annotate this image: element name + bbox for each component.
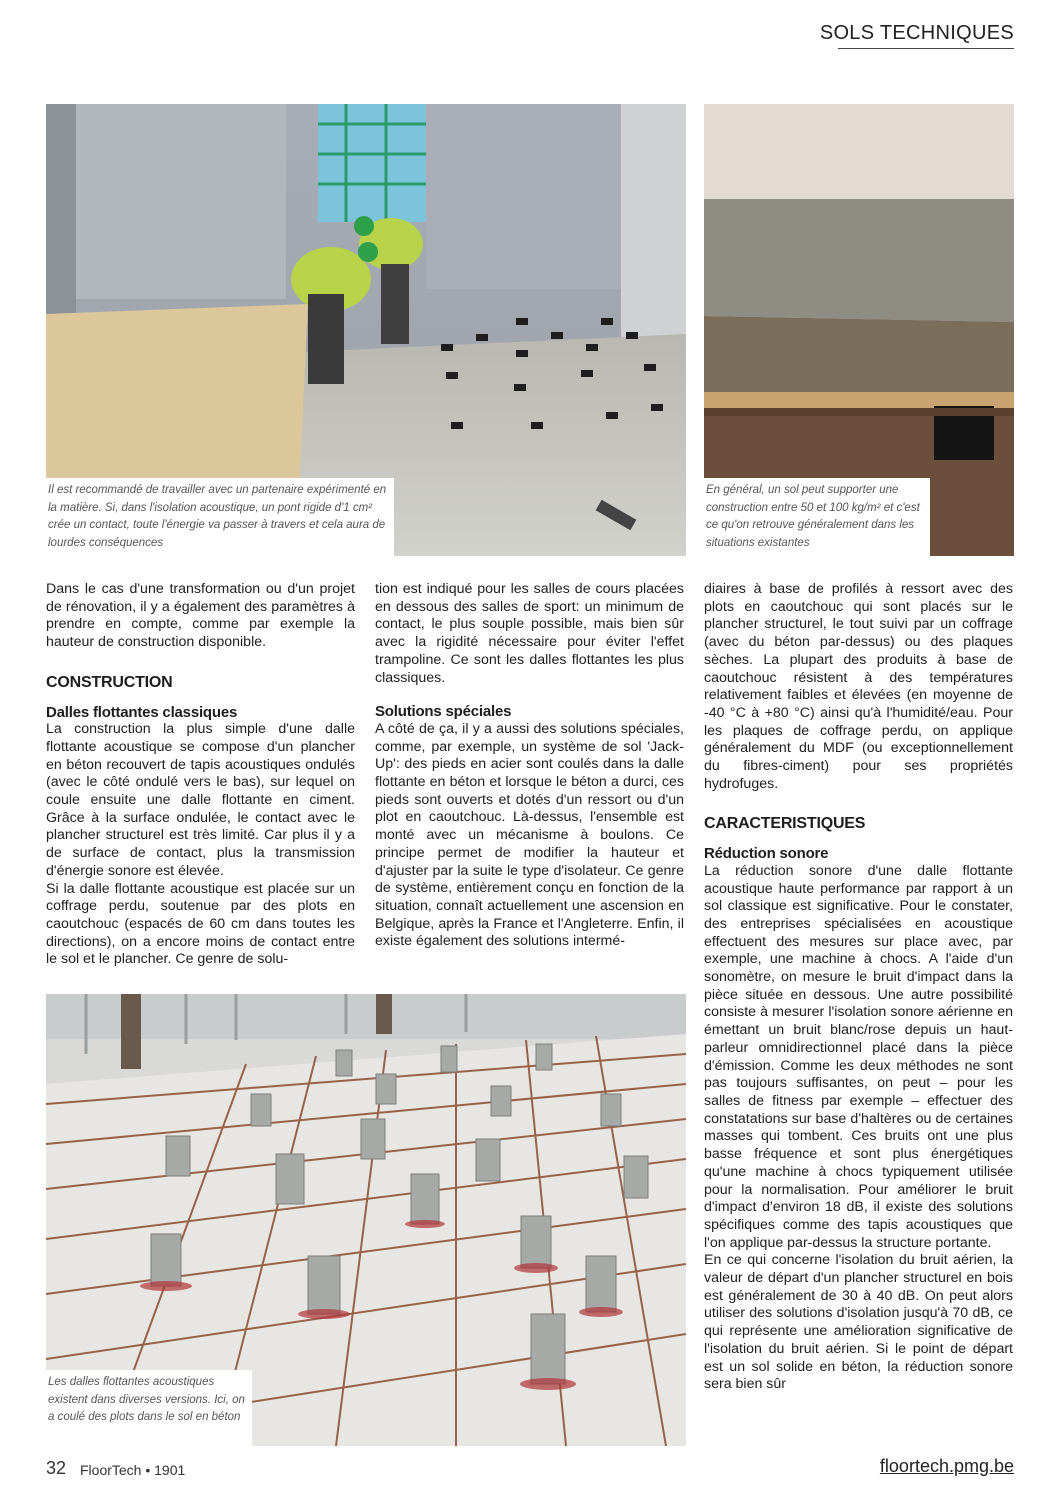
article-column-2 <box>375 581 684 951</box>
heading-construction: CONSTRUCTION <box>46 673 173 691</box>
paragraph: La réduction sonore d'une dalle flottante acoustique haute performance par rapport à un sol classique est significative. Pour le constater, des entreprises spécialisées en acoustique effectuent des mesures sur place avec, par exemple, une machine à chocs. A l'aide d'un sonomètre, on mesure le bruit d'impact dans la pièce située en dessous. Une autre possibilité consiste à mesurer l'isolation sonore aérienne en émettant un bruit blanc/rose depuis un haut-parleur omnidirectionnel placé dans la pièce d'émission. Comme les deux méthodes ne sont pas toujours suffisantes, on peut – pour les salles de fitness par exemple – effectuer des constatations sur base d'haltères ou de certaines masses qui tombent. Ces bruits ont une plus basse fréquence et sont plus énergétiques qu'une machine à chocs typiquement utilisée pour la normalisation. Pour améliorer le bruit d'impact d'environ 18 dB, il existe des solutions spécifiques comme des tapis acoustiques que l'on applique par-dessus la structure portante. <box>704 862 1013 1251</box>
section-title-underline <box>838 48 1014 49</box>
subheading-dalles: Dalles flottantes classiques <box>46 703 238 721</box>
website-link[interactable]: floortech.pmg.be <box>879 1456 1014 1476</box>
photo-floor-section-caption: En général, un sol peut supporter une construction entre 50 et 100 kg/m² et c'est ce qu'on retrouve généralement dans les situations existantes <box>704 478 930 556</box>
photo-rebar-caption: Les dalles flottantes acoustiques existent dans diverses versions. Ici, on a coulé des plots dans le sol en béton <box>46 1370 252 1446</box>
subheading-solutions: Solutions spéciales <box>375 703 512 721</box>
article-column-1 <box>46 581 355 969</box>
photo-workers-caption: Il est recommandé de travailler avec un partenaire expérimenté en la matière. Si, dans l'isolation acoustique, un pont rigide d'1 cm² crée un contact, toute l'énergie va passer à travers et cela aura de lourdes conséquences <box>46 478 394 556</box>
paragraph: diaires à base de profilés à ressort avec des plots en caoutchouc qui sont placés sur le plancher structurel, le tout suivi par un coffrage (avec du béton par-dessus) ou des plaques sèches. La plupart des produits à base de caoutchouc résistent à des températures relativement faibles et élevées (en moyenne de -40 °C à +80 °C) ainsi qu'à l'humidité/eau. Pour les plaques de coffrage perdu, on applique généralement du MDF (ou exceptionnellement du fibres-ciment) pour ses propriétés hydrofuges. <box>704 581 1013 792</box>
paragraph: tion est indiqué pour les salles de cours placées en dessous des salles de sport: un minimum de contact, le plus souple possible, mais bien sûr avec la rigidité nécessaire pour éviter l'effet trampoline. Ce sont les dalles flottantes les plus classiques. <box>375 581 684 686</box>
paragraph: Si la dalle flottante acoustique est placée sur un coffrage perdu, soutenue par des plots en caoutchouc (espacés de 60 cm dans toutes les directions), on a encore moins de contact entre le sol et le plancher. Ce genre de solu- <box>46 880 355 968</box>
heading-caracteristiques: CARACTERISTIQUES <box>704 815 866 833</box>
paragraph: En ce qui concerne l'isolation du bruit aérien, la valeur de départ d'un plancher structurel en bois est généralement de 30 à 40 dB. On peut alors utiliser des solutions d'isolation jusqu'à 70 dB, ce qui représente une amélioration significative de l'isolation du bruit aérien. Si le point de départ est un sol solide en béton, la réduction sonore sera bien sûr <box>704 1252 1013 1393</box>
paragraph: La construction la plus simple d'une dalle flottante acoustique se compose d'un plancher en béton recouvert de tapis acoustiques ondulés (avec le côté ondulé vers le bas), sur lequel on coule ensuite une dalle flottante en ciment. Grâce à la surface ondulée, le contact avec le plancher structurel est très limité. Car plus il y a de surface de contact, plus la transmission d'énergie sonore est élevée. <box>46 721 355 879</box>
section-title: SOLS TECHNIQUES <box>819 22 1014 44</box>
page-number: 32 <box>46 1458 67 1478</box>
intro-paragraph: Dans le cas d'une transformation ou d'un projet de rénovation, il y a également des paramètres à prendre en compte, comme par exemple la hauteur de construction disponible. <box>46 581 355 651</box>
article-column-3 <box>704 581 1013 1394</box>
magazine-issue: FloorTech • 1901 <box>80 1462 186 1478</box>
paragraph: A côté de ça, il y a aussi des solutions spéciales, comme, par exemple, un système de sol 'Jack-Up': des pieds en acier sont coulés dans la dalle flottante en béton et lorsque le béton a durci, ces pieds sont ouverts et dotés d'un ressort ou d'un plot en caoutchouc. Là-dessus, l'ensemble est monté avec un mécanisme à boulons. Ce principe permet de modifier la hauteur et d'ajuster par la suite le type d'isolateur. Ce genre de système, entièrement conçu en fonction de la situation, connaît actuellement une ascension en Belgique, après la France et l'Angleterre. Enfin, il existe également des solutions intermé- <box>375 720 684 950</box>
subheading-reduction: Réduction sonore <box>704 845 829 863</box>
